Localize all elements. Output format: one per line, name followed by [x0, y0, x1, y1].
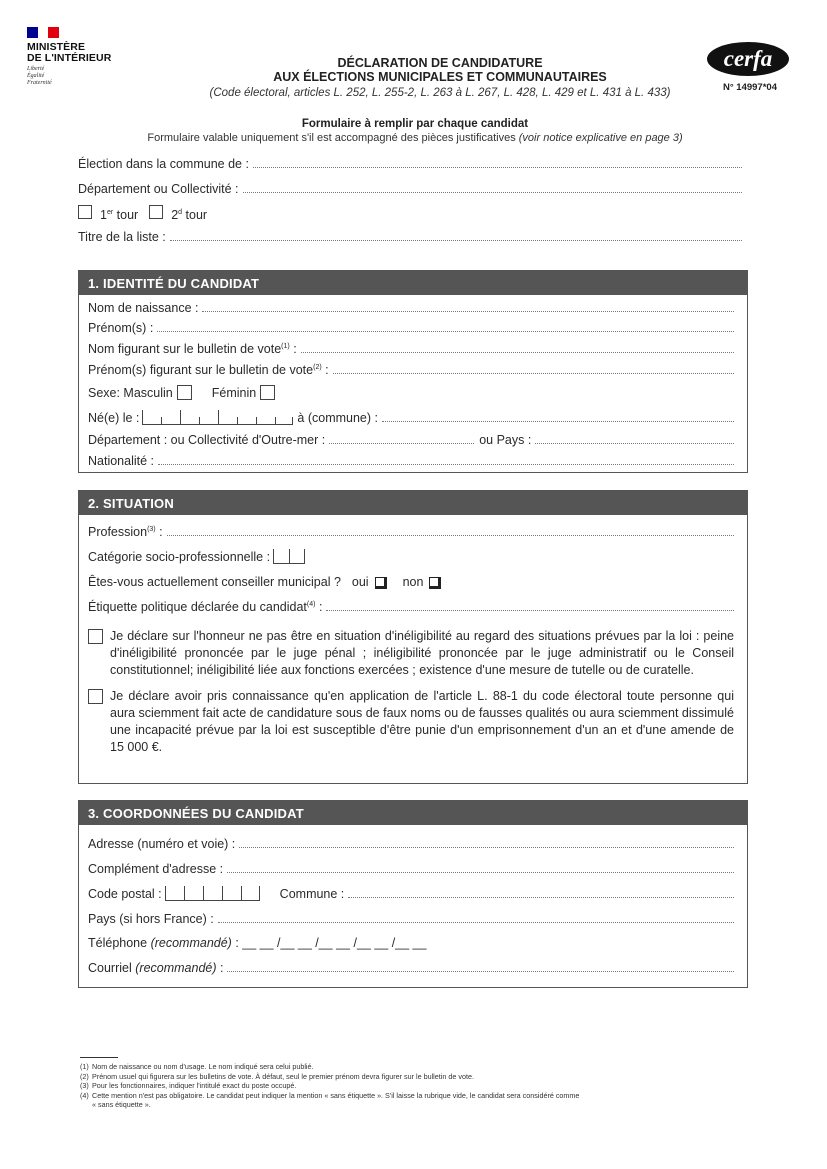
pays-field[interactable]: Pays (si hors France) : — [88, 903, 734, 928]
date-naissance-input[interactable] — [142, 411, 293, 425]
departement-naissance-field: Département : ou Collectivité d'Outre-mer : ou Pays : — [88, 427, 734, 449]
naissance-field: Né(e) le : à (commune) : — [88, 402, 734, 427]
republic-motto: Liberté Égalité Fraternité — [27, 66, 52, 86]
code-postal-input[interactable] — [165, 887, 260, 901]
tour2-label: 2$^d$ tour — [171, 208, 208, 222]
feminin-checkbox[interactable] — [260, 385, 275, 400]
commune-election-field[interactable]: Élection dans la commune de : — [78, 157, 742, 171]
footnote-2: (2) Prénom usuel qui figurera sur les bulletins de vote. À défaut, seul le premier prénom devra figurer sur le bulletin de vote. — [80, 1071, 474, 1081]
ministry-name: MINISTÈRE DE L'INTÉRIEUR — [27, 41, 112, 64]
section-coordonnees — [78, 800, 748, 988]
nationalite-field[interactable]: Nationalité : — [88, 449, 734, 470]
declaration-article-l88: Je déclare avoir pris connaissance qu'en application de l'article L. 88-1 du code électoral toute personne qui aura sciemment fait acte de candidature sous de faux noms ou de fausses qualités ou aura sciemment dissimulé une incapacité prévue par la loi est susceptible d'être punie d'un emprisonnement d'un an et d'une amende de 15 000 €. — [88, 688, 734, 756]
departement-naissance-input-line[interactable] — [329, 443, 474, 444]
footnote-divider — [80, 1057, 118, 1058]
titre-liste-field[interactable]: Titre de la liste : — [78, 230, 742, 244]
nom-bulletin-field[interactable]: Nom figurant sur le bulletin de vote$^{(1)}$ : — [88, 337, 734, 358]
cerfa-number: N° 14997*04 — [723, 82, 777, 93]
form-instructions: Formulaire à remplir par chaque candidat Formulaire valable uniquement s'il est accompagné des pièces justificatives (voir notice explicative en page 3) — [147, 118, 683, 144]
declaration-ineligibilite: Je déclare sur l'honneur ne pas être en situation d'inéligibilité au regard des situations prévues par la loi : peine d'inéligibilité prononcée par le juge pénal ; inéligibilité prononcée par le juge administratif ou le Conseil constitutionnel; inéligibilité liée aux fonctions exercées ; existence d'une mesure de tutelle ou de curatelle. — [88, 628, 734, 679]
conseiller-field: Êtes-vous actuellement conseiller municipal ? oui non — [88, 566, 734, 591]
masculin-checkbox[interactable] — [177, 385, 192, 400]
categorie-field: Catégorie socio-professionnelle : — [88, 541, 734, 566]
tour-selection — [78, 205, 742, 222]
footnotes — [80, 1062, 740, 1110]
telephone-field[interactable]: Téléphone (recommandé) : __ __ /__ __ /__ __ /__ __ /__ __ — [88, 936, 427, 950]
declaration-ineligibilite-checkbox[interactable] — [88, 629, 103, 644]
code-postal-commune-field: Code postal : Commune : — [88, 878, 734, 903]
ministry-logo — [27, 27, 111, 87]
commune-naissance-input-line[interactable] — [382, 421, 734, 422]
commune-input-line[interactable] — [253, 167, 742, 168]
etiquette-field[interactable]: Étiquette politique déclarée du candidat$^{(4)}$ : — [88, 591, 734, 616]
nom-naissance-field[interactable]: Nom de naissance : — [88, 295, 734, 317]
footnote-1: (1) Nom de naissance ou nom d'usage. Le nom indiqué sera celui publié. — [80, 1062, 314, 1071]
tour1-label: 1er tour — [100, 208, 139, 222]
courriel-field[interactable]: Courriel (recommandé) : — [88, 952, 734, 977]
commune-input-line[interactable] — [348, 897, 734, 898]
footnote-3: (3) Pour les fonctionnaires, indiquer l'intitulé exact du poste occupé. — [80, 1081, 297, 1090]
profession-field[interactable]: Profession$^{(3)}$ : — [88, 515, 734, 541]
prenoms-field[interactable]: Prénom(s) : — [88, 317, 734, 337]
section-title: 2. SITUATION — [79, 491, 747, 515]
declaration-article-l88-checkbox[interactable] — [88, 689, 103, 704]
section-situation — [78, 490, 748, 784]
conseiller-oui-checkbox[interactable] — [375, 577, 387, 589]
titre-liste-input-line[interactable] — [170, 240, 742, 241]
adresse-field[interactable]: Adresse (numéro et voie) : — [88, 827, 734, 853]
complement-adresse-field[interactable]: Complément d'adresse : — [88, 853, 734, 878]
footnote-4-continued: « sans étiquette ». — [92, 1100, 151, 1109]
conseiller-non-checkbox[interactable] — [429, 577, 441, 589]
prenoms-bulletin-field[interactable]: Prénom(s) figurant sur le bulletin de vote$^{(2)}$ : — [88, 358, 734, 379]
legal-references: (Code électoral, articles L. 252, L. 255-2, L. 263 à L. 267, L. 428, L. 429 et L. 431 à L. 433) — [209, 87, 671, 99]
cerfa-logo: cerfa — [707, 42, 789, 76]
pays-naissance-input-line[interactable] — [535, 443, 734, 444]
sexe-field: Sexe: Masculin Féminin — [88, 379, 734, 402]
tour1-checkbox[interactable] — [78, 205, 92, 219]
departement-input-line[interactable] — [243, 192, 743, 193]
section-title: 3. COORDONNÉES DU CANDIDAT — [79, 801, 747, 825]
french-flag-icon — [27, 27, 59, 38]
departement-field[interactable]: Département ou Collectivité : — [78, 182, 742, 196]
footnote-4: (4) Cette mention n'est pas obligatoire. Le candidat peut indiquer la mention « sans étiquette ». S'il laisse la rubrique vide, le candidat sera considéré comme — [80, 1090, 580, 1100]
tour2-checkbox[interactable] — [149, 205, 163, 219]
categorie-input[interactable] — [273, 550, 305, 564]
section-title: 1. IDENTITÉ DU CANDIDAT — [79, 271, 747, 295]
section-identite — [78, 270, 748, 473]
document-title: DÉCLARATION DE CANDIDATURE AUX ÉLECTIONS MUNICIPALES ET COMMUNAUTAIRES (Code électoral, articles L. 252, L. 255-2, L. 263 à L. 267, L. 428, L. 429 et L. 431 à L. 433) — [150, 56, 730, 100]
